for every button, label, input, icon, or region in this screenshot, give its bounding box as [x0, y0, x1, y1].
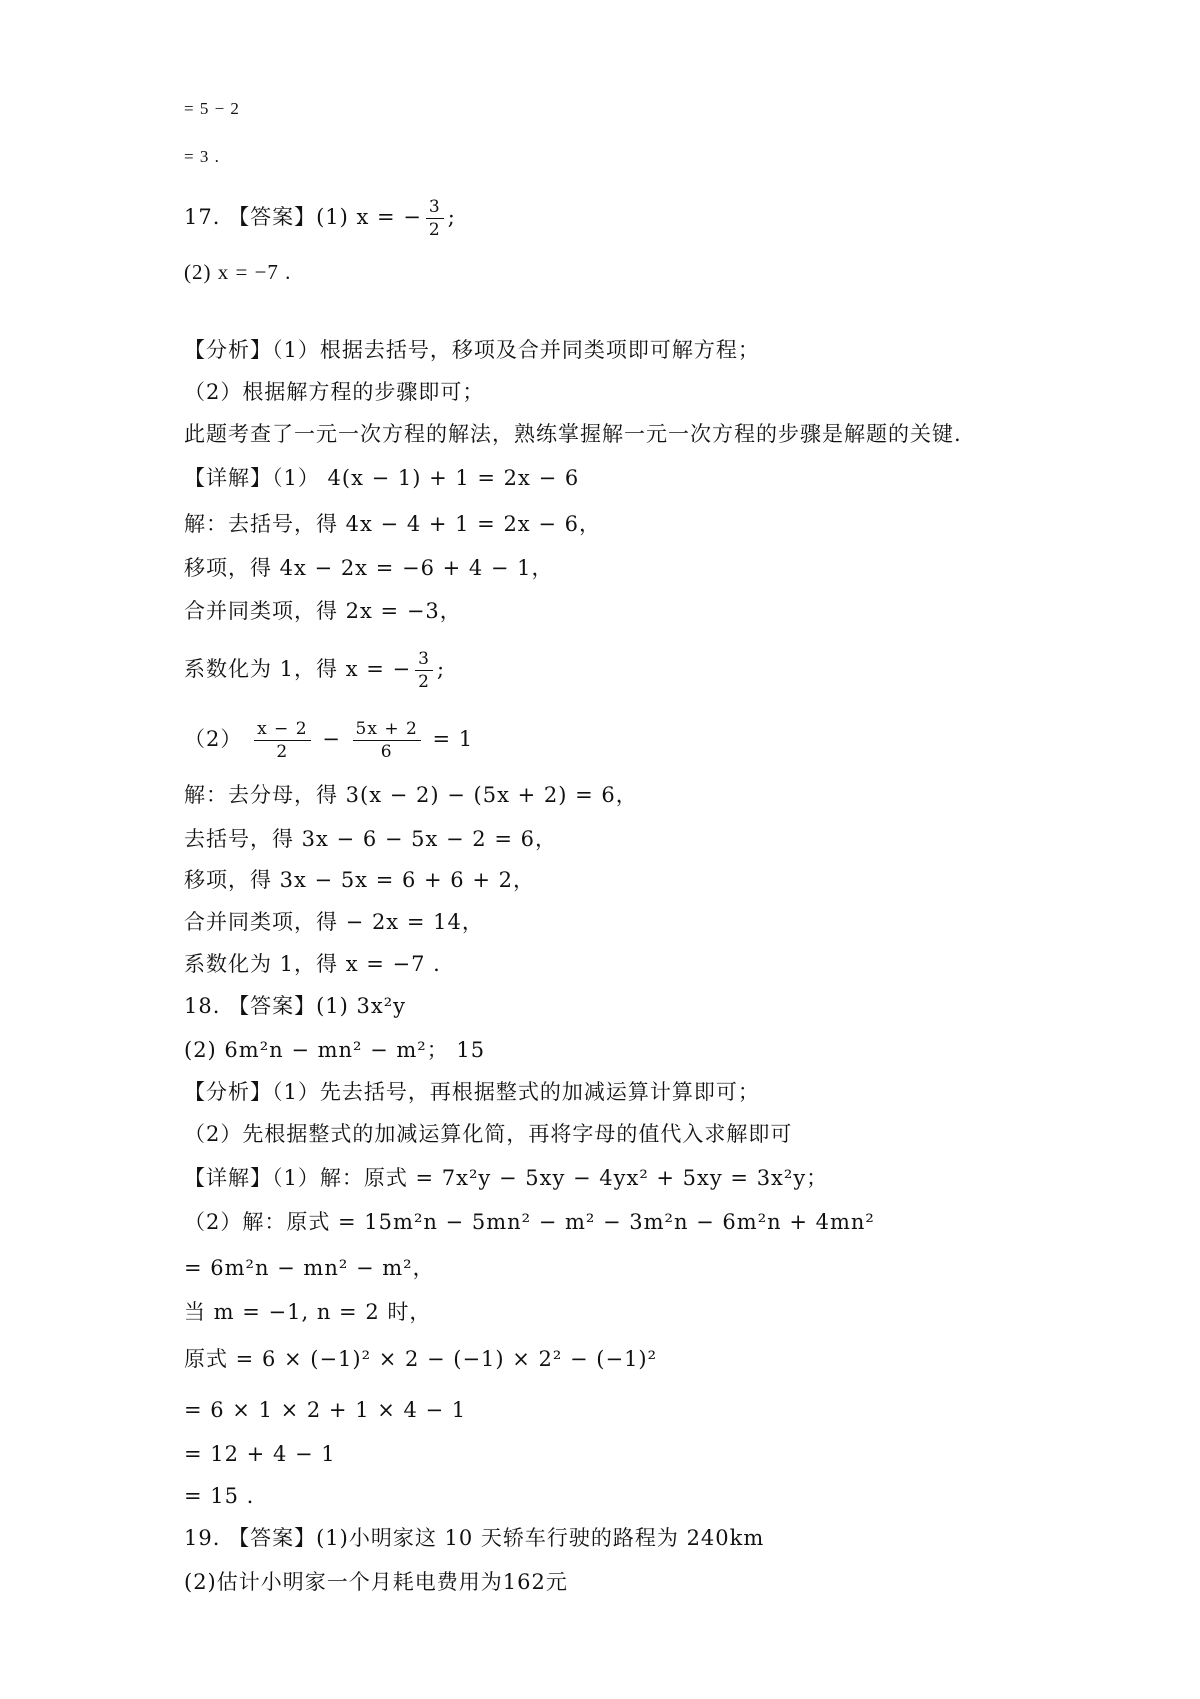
operator: − — [322, 727, 341, 751]
text-line: (2)估计小明家一个月耗电费用为162元 — [184, 1570, 568, 1594]
fraction — [353, 718, 421, 763]
equation-rhs: = 1 — [432, 727, 474, 751]
text-line: 【分析】（1）先去括号，再根据整式的加减运算计算即可； — [184, 1080, 760, 1104]
step-label: 系数化为 1，得 x = − — [184, 657, 412, 681]
fraction — [426, 196, 444, 241]
text-line: 原式 = 6 × (−1)² × 2 − (−1) × 2² − (−1)² — [184, 1347, 658, 1371]
text-line: = 12 + 4 − 1 — [184, 1442, 336, 1466]
text-line: （2）根据解方程的步骤即可； — [184, 380, 485, 404]
solve-step-line — [184, 648, 445, 693]
text-line: 合并同类项，得 − 2x = 14， — [184, 910, 484, 934]
answer-17-label: 17. 【答案】(1) x = − — [184, 205, 422, 229]
text-line: 【详解】（1） 4(x − 1) + 1 = 2x − 6 — [184, 466, 580, 490]
text-line: (2) 6m²n − mn² − m²； 15 — [184, 1038, 486, 1062]
text-line: 解：去括号，得 4x − 4 + 1 = 2x − 6， — [184, 512, 601, 536]
text-line: 此题考查了一元一次方程的解法，熟练掌握解一元一次方程的步骤是解题的关键. — [184, 422, 962, 446]
fraction-numerator: 3 — [426, 196, 444, 219]
text-line: = 3 . — [184, 147, 220, 166]
text-line: 去括号，得 3x − 6 − 5x − 2 = 6， — [184, 827, 557, 851]
text-line: 【详解】（1）解：原式 = 7x²y − 5xy − 4yx² + 5xy = 3x²y； — [184, 1166, 829, 1190]
text-line: 18. 【答案】(1) 3x²y — [184, 994, 406, 1018]
fraction-denominator: 6 — [380, 742, 393, 762]
text-line: (2) x = −7 . — [184, 260, 292, 284]
fraction-denominator: 2 — [428, 220, 441, 240]
text-line: （2）解：原式 = 15m²n − 5mn² − m² − 3m²n − 6m²n + 4mn² — [184, 1210, 875, 1234]
text-line: 移项，得 4x − 2x = −6 + 4 − 1， — [184, 556, 554, 580]
punctuation: ; — [436, 657, 446, 681]
text-line: = 6 × 1 × 2 + 1 × 4 − 1 — [184, 1398, 467, 1422]
text-line: 合并同类项，得 2x = −3， — [184, 599, 462, 623]
fraction-numerator: x − 2 — [254, 718, 310, 741]
fraction-numerator: 5x + 2 — [353, 718, 421, 741]
fraction-denominator: 2 — [418, 672, 430, 692]
text-line: 解：去分母，得 3(x − 2) − (5x + 2) = 6， — [184, 783, 638, 807]
text-line: 当 m = −1, n = 2 时， — [184, 1300, 432, 1324]
item-label: （2） — [184, 727, 243, 751]
text-line: = 5 − 2 — [184, 99, 240, 118]
text-line: 系数化为 1，得 x = −7 . — [184, 952, 441, 976]
fraction-numerator: 3 — [415, 648, 433, 671]
punctuation: ; — [447, 205, 456, 229]
text-line: 19. 【答案】(1)小明家这 10 天轿车行驶的路程为 240km — [184, 1526, 765, 1550]
equation-2-line — [184, 718, 473, 763]
answer-17-line — [184, 196, 456, 241]
text-line: = 15 . — [184, 1484, 255, 1508]
text-line: 【分析】（1）根据去括号，移项及合并同类项即可解方程； — [184, 338, 760, 362]
fraction — [415, 648, 433, 693]
fraction — [254, 718, 310, 763]
text-line: （2）先根据整式的加减运算化简，再将字母的值代入求解即可 — [184, 1122, 793, 1146]
text-line: 移项，得 3x − 5x = 6 + 6 + 2， — [184, 868, 535, 892]
text-line: = 6m²n − mn² − m²， — [184, 1256, 435, 1280]
fraction-denominator: 2 — [276, 742, 289, 762]
